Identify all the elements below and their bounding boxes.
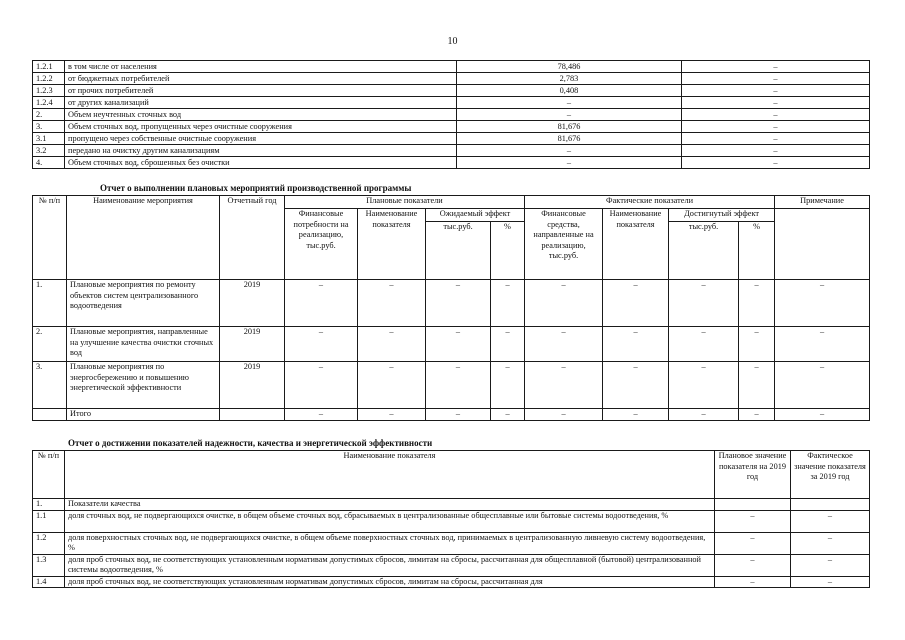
reliability-indicators-table	[32, 450, 870, 588]
value-cell: –	[285, 327, 358, 362]
total-row	[33, 409, 870, 421]
row-number: 3.	[33, 362, 67, 409]
col-num-header: № п/п	[33, 196, 67, 280]
value-cell: –	[491, 409, 525, 421]
note-empty-cell	[775, 209, 870, 280]
total-num-cell	[33, 409, 67, 421]
row-activity: Плановые мероприятия по энергосбережению и повышению энергетической эффективности	[67, 362, 220, 409]
row-value: –	[457, 109, 682, 121]
table-row	[33, 157, 870, 169]
row-number: 1.2.3	[33, 85, 65, 97]
value-cell: –	[603, 362, 669, 409]
table-row	[33, 97, 870, 109]
fact-fin-header: Финансовые средства, направленные на реализацию, тыс.руб.	[525, 209, 603, 280]
row-number: 2.	[33, 327, 67, 362]
row-note: –	[682, 145, 870, 157]
fact-effect-header: Достигнутый эффект	[669, 209, 775, 222]
value-cell: –	[426, 362, 491, 409]
row-activity: Плановые мероприятия, направленные на улучшение качества очистки сточных вод	[67, 327, 220, 362]
row-number: 1.2.1	[33, 61, 65, 73]
row-number: 3.	[33, 121, 65, 133]
row-value: 81,676	[457, 121, 682, 133]
value-cell: –	[491, 362, 525, 409]
fact-effect-pct-header: %	[739, 222, 775, 280]
row-value: 78,486	[457, 61, 682, 73]
value-cell: –	[775, 280, 870, 327]
value-cell: –	[358, 280, 426, 327]
value-cell: –	[358, 362, 426, 409]
row-note: –	[682, 121, 870, 133]
value-cell: –	[739, 280, 775, 327]
value-cell: –	[669, 280, 739, 327]
row-name: Объем сточных вод, пропущенных через очистные сооружения	[65, 121, 457, 133]
row-number: 1.4	[33, 576, 65, 588]
value-cell: –	[358, 327, 426, 362]
row-name: Объем неучтенных сточных вод	[65, 109, 457, 121]
row-number: 1.	[33, 280, 67, 327]
row-number: 3.2	[33, 145, 65, 157]
program-activities-table	[32, 195, 870, 421]
row-plan: –	[715, 532, 791, 554]
row-year: 2019	[220, 280, 285, 327]
program-report-title: Отчет о выполнении плановых мероприятий производственной программы	[100, 183, 412, 193]
row-fact: –	[791, 554, 870, 576]
table-row	[33, 121, 870, 133]
row-number: 1.2	[33, 532, 65, 554]
table-row	[33, 532, 870, 554]
row-indicator: доля сточных вод, не подвергающихся очистке, в общем объеме сточных вод, сбрасываемых в централизованные общесплавные или бытовые системы водоотведения, %	[65, 510, 715, 532]
table-row	[33, 510, 870, 532]
value-cell: –	[285, 409, 358, 421]
value-cell: –	[358, 409, 426, 421]
value-cell: –	[739, 362, 775, 409]
row-note: –	[682, 85, 870, 97]
row-indicator: доля проб сточных вод, не соответствующих установленным нормативам допустимых сбросов, лимитам на сбросы, рассчитанная для	[65, 576, 715, 588]
row-value: –	[457, 157, 682, 169]
row-number: 1.3	[33, 554, 65, 576]
row-number: 3.1	[33, 133, 65, 145]
table-row	[33, 576, 870, 588]
value-cell: –	[775, 327, 870, 362]
col-indicator-header: Наименование показателя	[65, 451, 715, 499]
row-note: –	[682, 61, 870, 73]
value-cell: –	[426, 280, 491, 327]
value-cell: –	[775, 362, 870, 409]
value-cell: –	[669, 362, 739, 409]
col-year-header: Отчетный год	[220, 196, 285, 280]
table-row	[33, 554, 870, 576]
plan-effect-pct-header: %	[491, 222, 525, 280]
row-name: от прочих потребителей	[65, 85, 457, 97]
table-row	[33, 280, 870, 327]
value-cell: –	[285, 362, 358, 409]
plan-indicator-header: Наименование показателя	[358, 209, 426, 280]
row-note: –	[682, 97, 870, 109]
value-cell: –	[285, 280, 358, 327]
value-cell: –	[603, 327, 669, 362]
row-note: –	[682, 133, 870, 145]
col-num-header: № п/п	[33, 451, 65, 499]
section-plan-cell	[715, 499, 791, 511]
row-number: 1.1	[33, 510, 65, 532]
row-name: от других канализаций	[65, 97, 457, 109]
value-cell: –	[775, 409, 870, 421]
col-plan-header: Плановое значение показателя на 2019 год	[715, 451, 791, 499]
row-indicator: доля проб сточных вод, не соответствующих установленным нормативам допустимых сбросов, лимитам на сбросы, рассчитанная для общесплавной (бытовой) централизованной системы водоотведения, %	[65, 554, 715, 576]
row-activity: Плановые мероприятия по ремонту объектов систем централизованного водоотведения	[67, 280, 220, 327]
row-year: 2019	[220, 362, 285, 409]
row-plan: –	[715, 554, 791, 576]
table-row	[33, 61, 870, 73]
row-value: –	[457, 97, 682, 109]
table-row	[33, 85, 870, 97]
col-note-header: Примечание	[775, 196, 870, 209]
section-title: Показатели качества	[65, 499, 715, 511]
row-note: –	[682, 109, 870, 121]
plan-effect-trub-header: тыс.руб.	[426, 222, 491, 280]
row-name: Объем сточных вод, сброшенных без очистки	[65, 157, 457, 169]
value-cell: –	[739, 327, 775, 362]
value-cell: –	[739, 409, 775, 421]
section-fact-cell	[791, 499, 870, 511]
value-cell: –	[603, 409, 669, 421]
fact-indicator-header: Наименование показателя	[603, 209, 669, 280]
table-row	[33, 73, 870, 85]
section-num: 1.	[33, 499, 65, 511]
row-note: –	[682, 73, 870, 85]
page-number: 10	[447, 36, 458, 47]
row-number: 2.	[33, 109, 65, 121]
table-row	[33, 145, 870, 157]
fact-group-header: Фактические показатели	[525, 196, 775, 209]
table-row	[33, 362, 870, 409]
value-cell: –	[669, 409, 739, 421]
row-plan: –	[715, 576, 791, 588]
row-number: 1.2.2	[33, 73, 65, 85]
row-value: 81,676	[457, 133, 682, 145]
volume-table	[32, 60, 870, 169]
value-cell: –	[525, 327, 603, 362]
row-name: от бюджетных потребителей	[65, 73, 457, 85]
row-value: –	[457, 145, 682, 157]
value-cell: –	[669, 327, 739, 362]
value-cell: –	[426, 409, 491, 421]
row-fact: –	[791, 576, 870, 588]
plan-fin-header: Финансовые потребности на реализацию, тыс.руб.	[285, 209, 358, 280]
value-cell: –	[525, 362, 603, 409]
col-fact-header: Фактическое значение показателя за 2019 год	[791, 451, 870, 499]
table-row	[33, 327, 870, 362]
table-row	[33, 133, 870, 145]
total-label: Итого	[67, 409, 220, 421]
value-cell: –	[525, 409, 603, 421]
row-plan: –	[715, 510, 791, 532]
row-number: 4.	[33, 157, 65, 169]
total-year-cell	[220, 409, 285, 421]
table-row	[33, 109, 870, 121]
plan-effect-header: Ожидаемый эффект	[426, 209, 525, 222]
row-value: 2,783	[457, 73, 682, 85]
row-year: 2019	[220, 327, 285, 362]
plan-group-header: Плановые показатели	[285, 196, 525, 209]
row-fact: –	[791, 510, 870, 532]
row-note: –	[682, 157, 870, 169]
row-name: пропущено через собственные очистные сооружения	[65, 133, 457, 145]
value-cell: –	[426, 327, 491, 362]
fact-effect-trub-header: тыс.руб.	[669, 222, 739, 280]
col-activity-header: Наименование мероприятия	[67, 196, 220, 280]
reliability-report-title: Отчет о достижении показателей надежности, качества и энергетической эффективности	[68, 438, 433, 448]
row-fact: –	[791, 532, 870, 554]
value-cell: –	[603, 280, 669, 327]
value-cell: –	[491, 280, 525, 327]
row-value: 0,408	[457, 85, 682, 97]
value-cell: –	[525, 280, 603, 327]
row-name: в том числе от населения	[65, 61, 457, 73]
row-number: 1.2.4	[33, 97, 65, 109]
value-cell: –	[491, 327, 525, 362]
row-indicator: доля поверхностных сточных вод, не подвергающихся очистке, в общем объеме поверхностных сточных вод, принимаемых в централизованную ливневую систему водоотведения, %	[65, 532, 715, 554]
row-name: передано на очистку другим канализациям	[65, 145, 457, 157]
